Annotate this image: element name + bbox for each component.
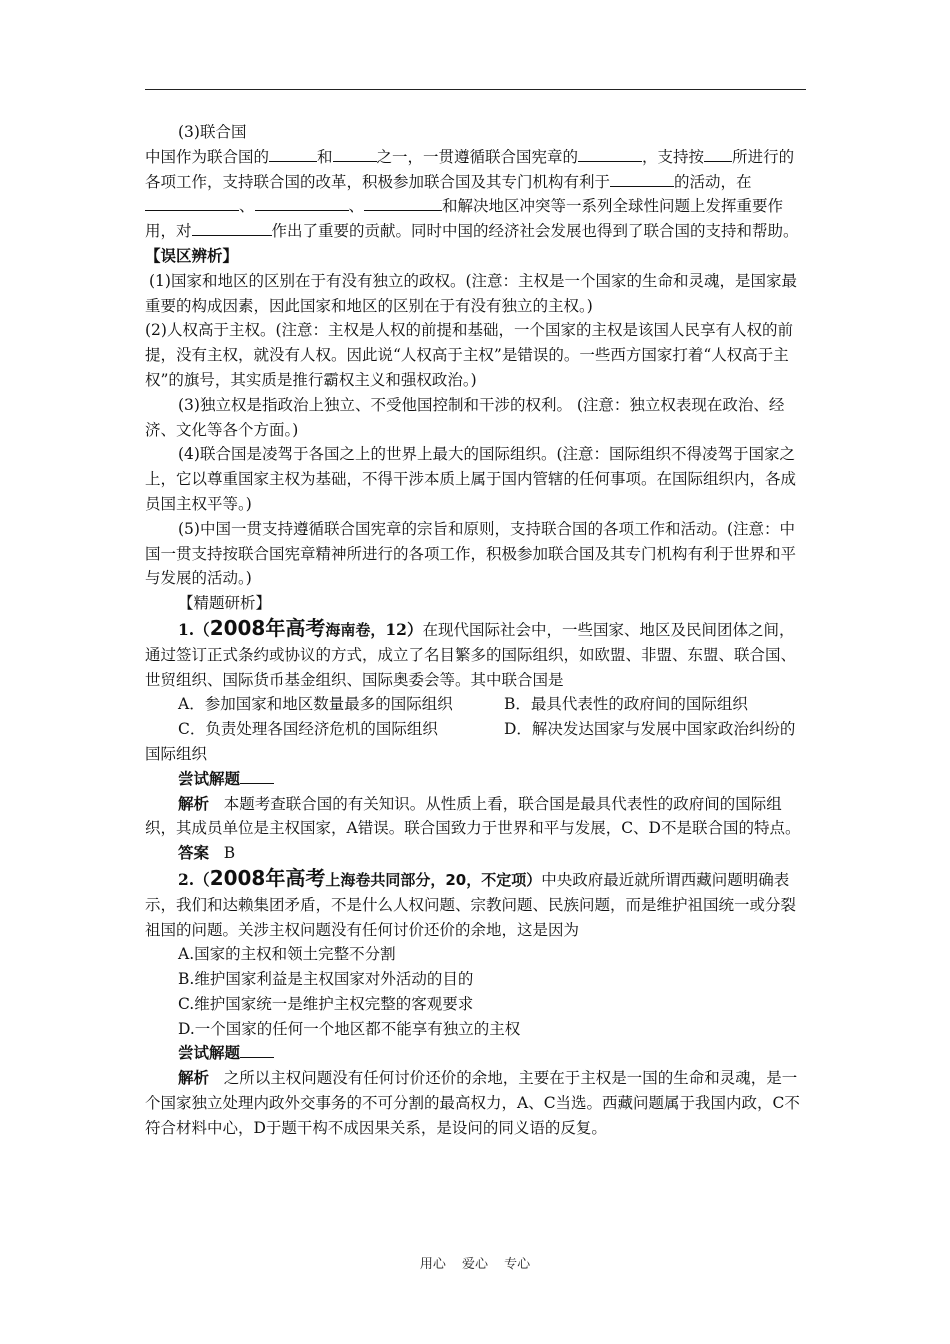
text: 和 <box>317 147 333 166</box>
text: 作出了重要的贡献。同时中国的经济社会发展也得到了联合国的支持和帮助。 <box>271 222 799 241</box>
footer-text: 爱心 <box>461 1257 488 1272</box>
header-rule <box>145 89 806 90</box>
question-2-analysis <box>145 1066 807 1140</box>
question-year: 2008年高考 <box>209 615 326 640</box>
question-1-try <box>145 767 807 792</box>
question-1-analysis <box>145 792 807 842</box>
question-1-stem <box>145 616 807 692</box>
analysis-text: 之所以主权问题没有任何讨价还价的余地，主要在于主权是一国的生命和灵魂，是一个国家独立处理内政外交事务的不可分割的最高权力，A、C当选。西藏问题属于我国内政，C不符合材料中心，D于题干构不成因果关系，是设问的同义语的反复。 <box>145 1069 800 1137</box>
fill-blank[interactable] <box>704 147 732 162</box>
page-footer <box>0 1253 950 1272</box>
selected-heading: 【精题研析】 <box>178 594 272 613</box>
text: 中国作为联合国的 <box>145 147 270 166</box>
answer-blank[interactable] <box>240 769 274 784</box>
option-c[interactable]: C.维护国家统一是维护主权完整的客观要求 <box>178 994 474 1013</box>
misconception-item: (1)国家和地区的区别在于有没有独立的政权。(注意：主权是一个国家的生命和灵魂，是国家最重要的构成因素，因此国家和地区的区别在于有没有独立的主权。) <box>145 271 798 315</box>
option-a[interactable]: A.国家的主权和领土完整不分割 <box>178 945 396 964</box>
text: 之一，一贯遵循联合国宪章的 <box>376 147 579 166</box>
question-source-number: 12） <box>385 619 423 639</box>
fill-blank[interactable] <box>578 147 642 162</box>
misconception-item: (2)人权高于主权。(注意：主权是人权的前提和基础，一个国家的主权是该国人民享有人权的前提，没有主权，就没有人权。因此说“人权高于主权”是错误的。一些西方国家打着“人权高于主权”的旗号，其实质是推行霸权主义和强权政治。) <box>145 321 794 389</box>
text: 、 <box>348 197 365 216</box>
footer-text: 专心 <box>504 1257 531 1272</box>
fill-blank[interactable] <box>610 172 674 187</box>
try-label: 尝试解题 <box>178 1044 241 1063</box>
fill-blank[interactable] <box>269 147 317 162</box>
option-b[interactable]: B.维护国家利益是主权国家对外活动的目的 <box>178 970 474 989</box>
analysis-text: 本题考查联合国的有关知识。从性质上看，联合国是最具代表性的政府间的国际组织，其成员单位是主权国家，A错误。联合国致力于世界和平与发展，C、D不是联合国的特点。 <box>145 794 801 838</box>
analysis-label: 解析 <box>178 1069 210 1088</box>
answer-value: B <box>223 844 236 863</box>
text: 、 <box>239 197 255 216</box>
question-1-answer <box>145 841 807 866</box>
text: 所进行的各项工作，支持联合国的改革，积极参加联合国及其专门机构有利于 <box>145 147 795 191</box>
misconception-item: (5)中国一贯支持遵循联合国宪章的宗旨和原则，支持联合国的各项工作和活动。(注意：中国一贯支持按联合国宪章精神所进行的各项工作，积极参加联合国及其专门机构有利于世界和平与发展的活动。) <box>145 519 797 588</box>
document-body <box>145 120 807 1141</box>
question-year: 2008年高考 <box>209 865 326 890</box>
question-1-options-cd <box>145 717 807 767</box>
text: 的活动，在 <box>674 172 752 191</box>
question-text: 中央政府最近就所谓西藏问题明确表示，我们和达赖集团矛盾，不是什么人权问题、宗教问题、民族问题，而是维护祖国统一或分裂祖国的问题。关涉主权问题没有任何讨价还价的余地，这是因为 <box>145 870 797 939</box>
question-2-try <box>145 1041 807 1066</box>
text: 和解决地区冲突等一系列全球性问题上发挥重要作用，对 <box>145 197 784 241</box>
fill-blank[interactable] <box>333 147 377 162</box>
answer-blank[interactable] <box>240 1043 274 1058</box>
fill-blank[interactable] <box>145 196 239 211</box>
analysis-label: 解析 <box>178 794 210 813</box>
question-number: 2.（ <box>178 869 210 889</box>
footer-text: 用心 <box>419 1257 446 1272</box>
misconception-item: (3)独立权是指政治上独立、不受他国控制和干涉的权利。 (注意：独立权表现在政治、经济、文化等各个方面。) <box>145 395 785 439</box>
fill-blank[interactable] <box>192 221 272 236</box>
misconceptions-heading: 【误区辨析】 <box>145 246 239 265</box>
option-a[interactable]: A．参加国家和地区数量最多的国际组织 <box>178 695 453 714</box>
question-2-stem <box>145 866 807 942</box>
option-d[interactable]: D．解决发达国家与发展中国家政治纠纷的国际组织 <box>145 720 796 763</box>
un-heading: (3)联合国 <box>178 123 247 141</box>
option-d[interactable]: D.一个国家的任何一个地区都不能享有独立的主权 <box>178 1019 521 1038</box>
un-paragraph <box>145 145 807 244</box>
question-source: 上海卷共同部分，20，不定项） <box>325 870 542 889</box>
option-b[interactable]: B．最具代表性的政府间的国际组织 <box>504 695 748 714</box>
answer-label: 答案 <box>178 844 210 863</box>
question-1-options-ab <box>145 692 807 717</box>
option-c[interactable]: C．负责处理各国经济危机的国际组织 <box>178 720 438 739</box>
question-source: 海南卷， <box>325 620 386 639</box>
try-label: 尝试解题 <box>178 769 241 788</box>
question-number: 1.（ <box>178 619 210 639</box>
text: ，支持按 <box>642 147 705 166</box>
question-text: 在现代国际社会中，一些国家、地区及民间团体之间，通过签订正式条约或协议的方式，成立了名目繁多的国际组织，如欧盟、非盟、东盟、联合国、世贸组织、国际货币基金组织、国际奥委会等。其中联合国是 <box>145 620 797 689</box>
misconception-item: (4)联合国是凌驾于各国之上的世界上最大的国际组织。(注意：国际组织不得凌驾于国家之上，它以尊重国家主权为基础，不得干涉本质上属于国内管辖的任何事项。在国际组织内，各成员国主权平等。) <box>145 445 797 513</box>
fill-blank[interactable] <box>255 196 349 211</box>
fill-blank[interactable] <box>364 196 442 211</box>
